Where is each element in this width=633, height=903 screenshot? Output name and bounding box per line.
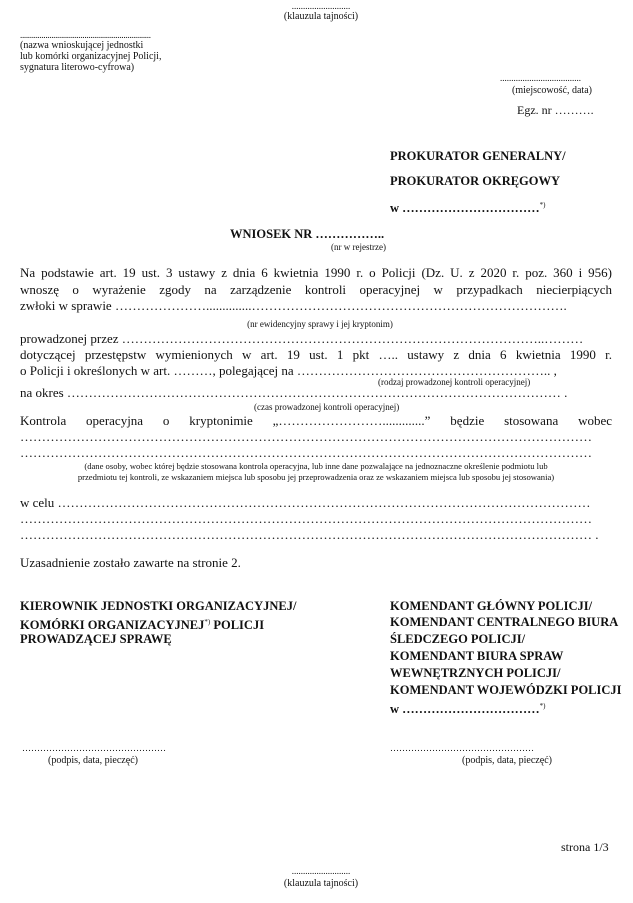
footnote-mark: *)	[204, 618, 211, 626]
paragraph-1-line-3: zwłoki w sprawie …………………..............……………………………………………………………….	[20, 298, 567, 313]
addressee-line-2: PROKURATOR OKRĘGOWY	[390, 174, 561, 188]
right-signatory-line-4: KOMENDANT BIURA SPRAW	[390, 649, 564, 663]
left-signatory-line-3: PROWADZĄCEJ SPRAWĘ	[20, 632, 172, 646]
note-case-number: (nr ewidencyjny sprawy i jej kryptonim)	[247, 319, 393, 329]
right-signatory-line-5: WEWNĘTRZNYCH POLICJI/	[390, 666, 561, 680]
right-signatory-line-1: KOMENDANT GŁÓWNY POLICJI/	[390, 599, 593, 613]
right-signature-caption: (podpis, data, pieczęć)	[462, 755, 552, 766]
left-signatory-line-1: KIEROWNIK JEDNOSTKI ORGANIZACYJNEJ/	[20, 599, 297, 613]
place-date-label: (miejscowość, data)	[512, 85, 592, 96]
paragraph-1-line-2: wnoszę o wyrażenie zgody na zarządzenie kontroli operacyjnej w przypadkach niecierpiących	[20, 282, 612, 297]
left-signatory-unit: KOMÓRKI ORGANIZACYJNEJ	[20, 618, 205, 633]
addressee-line-3	[390, 197, 546, 217]
right-signatory-line-3: ŚLEDCZEGO POLICJI/	[390, 632, 526, 646]
left-signature-dots: …………………………………………	[22, 743, 166, 753]
paragraph-4-line-1: w celu ……………………………………………………………………………………………………………	[20, 495, 591, 510]
applicant-label	[20, 40, 161, 73]
copy-number: Egz. nr ……….	[517, 103, 594, 117]
right-signature-dots: …………………………………………	[390, 743, 534, 753]
footnote-mark: *)	[539, 702, 546, 710]
right-signatory-place: w ……………………………	[390, 702, 540, 717]
footnote-mark: *)	[539, 201, 546, 209]
applicant-label-line-1: (nazwa wnioskującej jednostki	[20, 40, 144, 51]
paragraph-4-line-3: …………………………………………………………………………………………………………………… .	[20, 527, 599, 542]
applicant-dots: ...................................................................	[20, 30, 151, 40]
note-person-line-1: (dane osoby, wobec której będzie stosowana kontrola operacyjna, lub inne dane pozwalające na jednoznaczne określenie podmiotu lub	[84, 461, 548, 471]
paragraph-3-line-3: ……………………………………………………………………………………………………………………	[20, 445, 592, 460]
right-signatory-line-6: KOMENDANT WOJEWÓDZKI POLICJI	[390, 683, 622, 697]
right-signatory-line-2: KOMENDANT CENTRALNEGO BIURA	[390, 615, 619, 629]
addressee-line-1: PROKURATOR GENERALNY/	[390, 149, 566, 163]
note-person-line-2: przedmiotu tej kontroli, ze wskazaniem miejsca lub sposobu jej przeprowadzenia oraz ze wskazaniem miejsca lub sposobu jej stosowania)	[77, 472, 555, 482]
left-signatory-police: POLICJI	[210, 618, 265, 633]
document-title: WNIOSEK NR ……………..	[230, 227, 385, 241]
justification-note: Uzasadnienie zostało zawarte na stronie 2.	[20, 555, 241, 570]
note-control-duration: (czas prowadzonej kontroli operacyjnej)	[254, 402, 400, 412]
page-number: strona 1/3	[561, 840, 609, 854]
register-number-label: (nr w rejestrze)	[331, 242, 386, 252]
paragraph-2-line-2: dotyczącej przestępstw wymienionych w art. 19 ust. 1 pkt ….. ustawy z dnia 6 kwietnia 1990 r.	[20, 347, 612, 362]
left-signature-caption: (podpis, data, pieczęć)	[48, 755, 138, 766]
paragraph-2-line-3: o Policji i określonych w art. ………, polegającej na ………………………………………………….. ,	[20, 363, 557, 378]
note-control-type: (rodzaj prowadzonej kontroli operacyjnej)	[378, 377, 531, 387]
paragraph-4-line-2: ……………………………………………………………………………………………………………………	[20, 511, 592, 526]
paragraph-2-line-4: na okres …………………………………………………………………………………………………… .	[20, 385, 568, 400]
applicant-label-line-3: sygnatura literowo-cyfrowa)	[20, 62, 135, 73]
addressee-place: w ……………………………	[390, 201, 540, 216]
paragraph-2-line-1: prowadzonej przez ……………………………………………………………………………………..………	[20, 331, 584, 346]
paragraph-3-line-2: ……………………………………………………………………………………………………………………	[20, 429, 592, 444]
right-signatory-line-7	[390, 698, 546, 718]
paragraph-1-line-1: Na podstawie art. 19 ust. 3 ustawy z dnia 6 kwietnia 1990 r. o Policji (Dz. U. z 2020 r. poz. 360 i 956)	[20, 265, 612, 280]
bottom-clause-dots: ..........................	[291, 866, 351, 876]
applicant-label-line-2: lub komórki organizacyjnej Policji,	[20, 51, 162, 62]
top-clause-dots: ..........................	[291, 1, 351, 11]
paragraph-3-line-1: Kontrola operacyjna o kryptonimie „…………………….............” będzie stosowana wobec	[20, 413, 612, 428]
top-clause-label: (klauzula tajności)	[283, 11, 359, 22]
place-date-dots: ....................................	[500, 73, 581, 83]
bottom-clause-label: (klauzula tajności)	[283, 878, 359, 889]
